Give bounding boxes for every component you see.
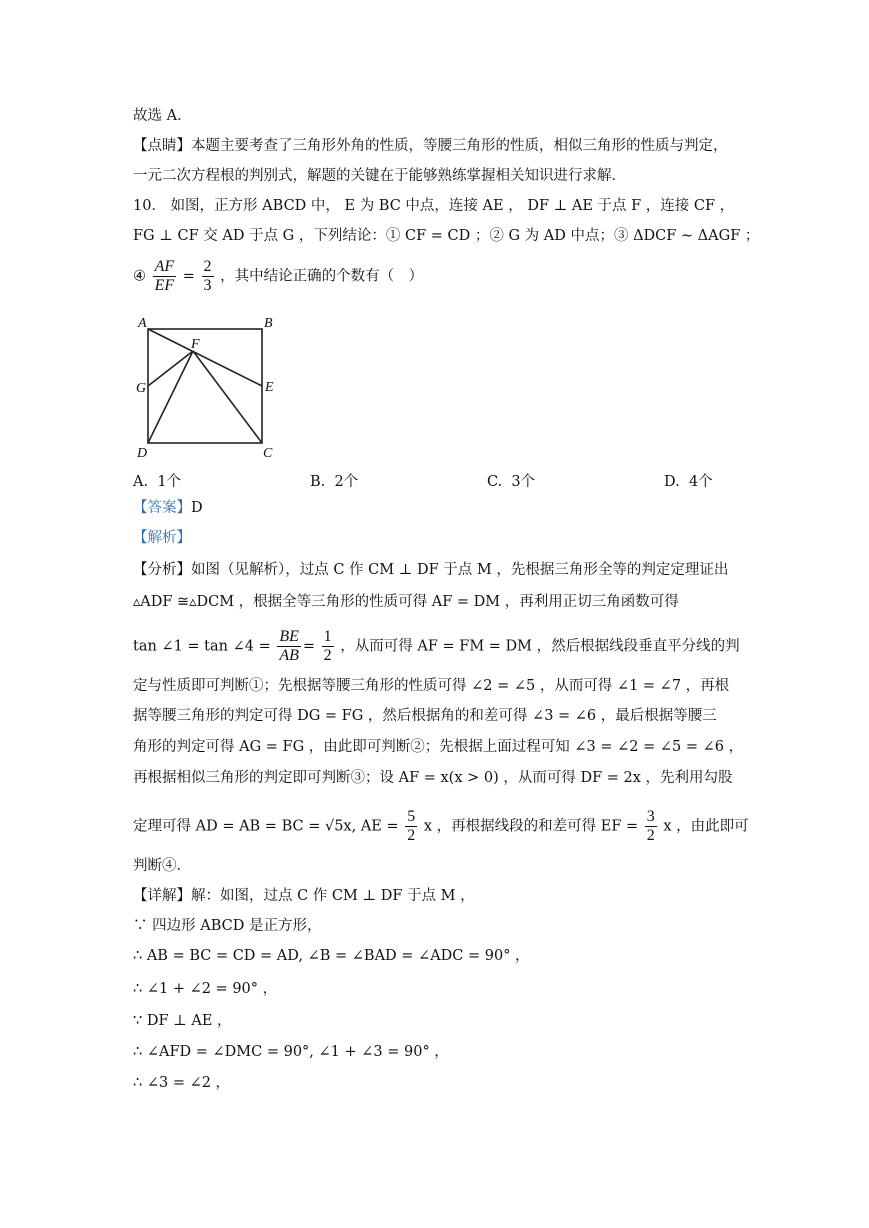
fraction-1-2 [322,628,334,665]
frac-numerator: BE [279,628,299,645]
line-dianjing-1: 【点睛】本题主要考查了三角形外角的性质，等腰三角形的性质，相似三角形的性质与判定， [133,138,728,154]
option-c[interactable] [487,470,535,491]
analysis-3-pre: tan ∠1 = tan ∠4 = [133,638,271,655]
analysis-line-5: 据等腰三角形的判定可得 DG = FG ，然后根据角的和差可得 ∠3 = ∠6 ，最后根据等腰三 [133,708,717,724]
label-f: F [191,337,200,352]
option-a[interactable] [133,470,181,491]
label-b: B [264,316,273,331]
frac-denominator: 2 [646,827,655,844]
frac-numerator: AF [154,258,175,275]
fraction-2-3 [202,258,214,295]
frac-numerator: 3 [646,808,655,825]
option-d[interactable] [664,470,713,491]
option-text: 2个 [334,474,359,490]
detail-line-6: ∴ ∠AFD = ∠DMC = 90°, ∠1 + ∠3 = 90° ， [133,1044,449,1060]
segment-ae [148,329,262,386]
answer-tag: 【答案】 [133,500,191,516]
square-abcd [148,329,262,443]
label-c: C [263,446,273,461]
fraction-af-ef [153,258,177,295]
circled-4: ④ [133,268,146,285]
question-text-3: ，其中结论正确的个数有（ ） [220,268,424,285]
question-text-1: 如图，正方形 ABCD 中， E 为 BC 中点，连接 AE ， DF ⊥ AE 于点 F ，连接 CF ， [170,198,735,214]
analysis-tag: 【解析】 [133,530,191,546]
option-text: 3个 [511,474,536,490]
analysis-line-3: tan ∠1 = tan ∠4 = $\frac{BE}{AB}$ = $\frac{1}{2}$ ，从而可得 AF = FM = DM ，然后根据线段垂直平分线的判 [133,628,740,664]
line-guxuan: 故选 A． [133,108,192,124]
detail-line-7: ∴ ∠3 = ∠2 ， [133,1075,231,1091]
label-a: A [138,316,147,331]
option-key: C. [487,474,503,490]
analysis-3-post: ，从而可得 AF = FM = DM ，然后根据线段垂直平分线的判 [340,638,740,655]
answer-value: D [191,500,203,516]
option-key: A. [133,474,149,490]
option-key: B. [310,474,326,490]
analysis-line-6: 角形的判定可得 AG = FG ，由此即可判断②；先根据上面过程可知 ∠3 = ∠2 = ∠5 = ∠6 ， [133,739,744,755]
line-dianjing-2: 一元二次方程根的判别式，解题的关键在于能够熟练掌握相关知识进行求解． [133,168,626,184]
frac-numerator: 1 [323,628,332,645]
fraction-5-2 [405,808,417,845]
answer-line [133,498,203,518]
analysis-line-8 [133,808,749,845]
frac-numerator: 2 [203,258,212,275]
option-text: 1个 [157,474,182,490]
option-text: 4个 [688,474,713,490]
label-g: G [136,381,147,396]
detail-line-2: ∵ 四边形 ABCD 是正方形， [133,918,322,934]
question-line-3 [133,258,423,295]
analysis-line-7: 再根据相似三角形的判定即可判断③；设 AF = x(x > 0) ，从而可得 DF = 2x ，先利用勾股 [133,770,733,786]
detail-line-4: ∴ ∠1 + ∠2 = 90° ， [133,981,278,997]
frac-denominator: 3 [203,277,212,294]
question-line-2: FG ⊥ CF 交 AD 于点 G ，下列结论：① CF = CD ；② G 为 AD 中点；③ ΔDCF ∼ ΔAGF ； [133,228,760,244]
fraction-3-2 [645,808,657,845]
analysis-line-9: 判断④． [133,858,191,874]
detail-line-3: ∴ AB = BC = CD = AD, ∠B = ∠BAD = ∠ADC = 90° ， [133,948,530,964]
frac-numerator: 5 [407,808,416,825]
analysis-line-4: 定与性质即可判断①；先根据等腰三角形的性质可得 ∠2 = ∠5 ，从而可得 ∠1 = ∠7 ，再根 [133,678,730,694]
question-number: 10． [133,198,166,214]
equals-sign: = [182,268,195,285]
analysis-line-1: 【分析】如图（见解析），过点 C 作 CM ⊥ DF 于点 M ，先根据三角形全等的判定定理证出 [133,562,729,578]
detail-line-5: ∵ DF ⊥ AE ， [133,1013,232,1029]
frac-denominator: EF [154,277,175,294]
frac-denominator: AB [279,647,299,664]
fraction-be-ab [277,628,301,665]
analysis-8-post: x ，由此即可 [663,818,749,835]
analysis-8-mid: x ，再根据线段的和差可得 EF = [423,818,639,835]
segment-gf [148,351,193,386]
detail-line-1: 【详解】解：如图，过点 C 作 CM ⊥ DF 于点 M ， [133,888,475,904]
segment-cf [193,351,262,443]
analysis-line-2: ▵ADF ≅▵DCM ，根据全等三角形的性质可得 AF = DM ，再利用正切三角函数可得 [133,594,679,610]
frac-denominator: 2 [407,827,416,844]
option-key: D. [664,474,680,490]
geometry-figure [133,312,283,462]
label-e: E [265,380,274,395]
option-b[interactable] [310,470,358,491]
label-d: D [137,446,148,461]
question-line-1 [133,196,734,216]
segment-df [148,351,193,443]
analysis-8-pre: 定理可得 AD = AB = BC = √5x, AE = [133,818,399,835]
frac-denominator: 2 [323,647,332,664]
